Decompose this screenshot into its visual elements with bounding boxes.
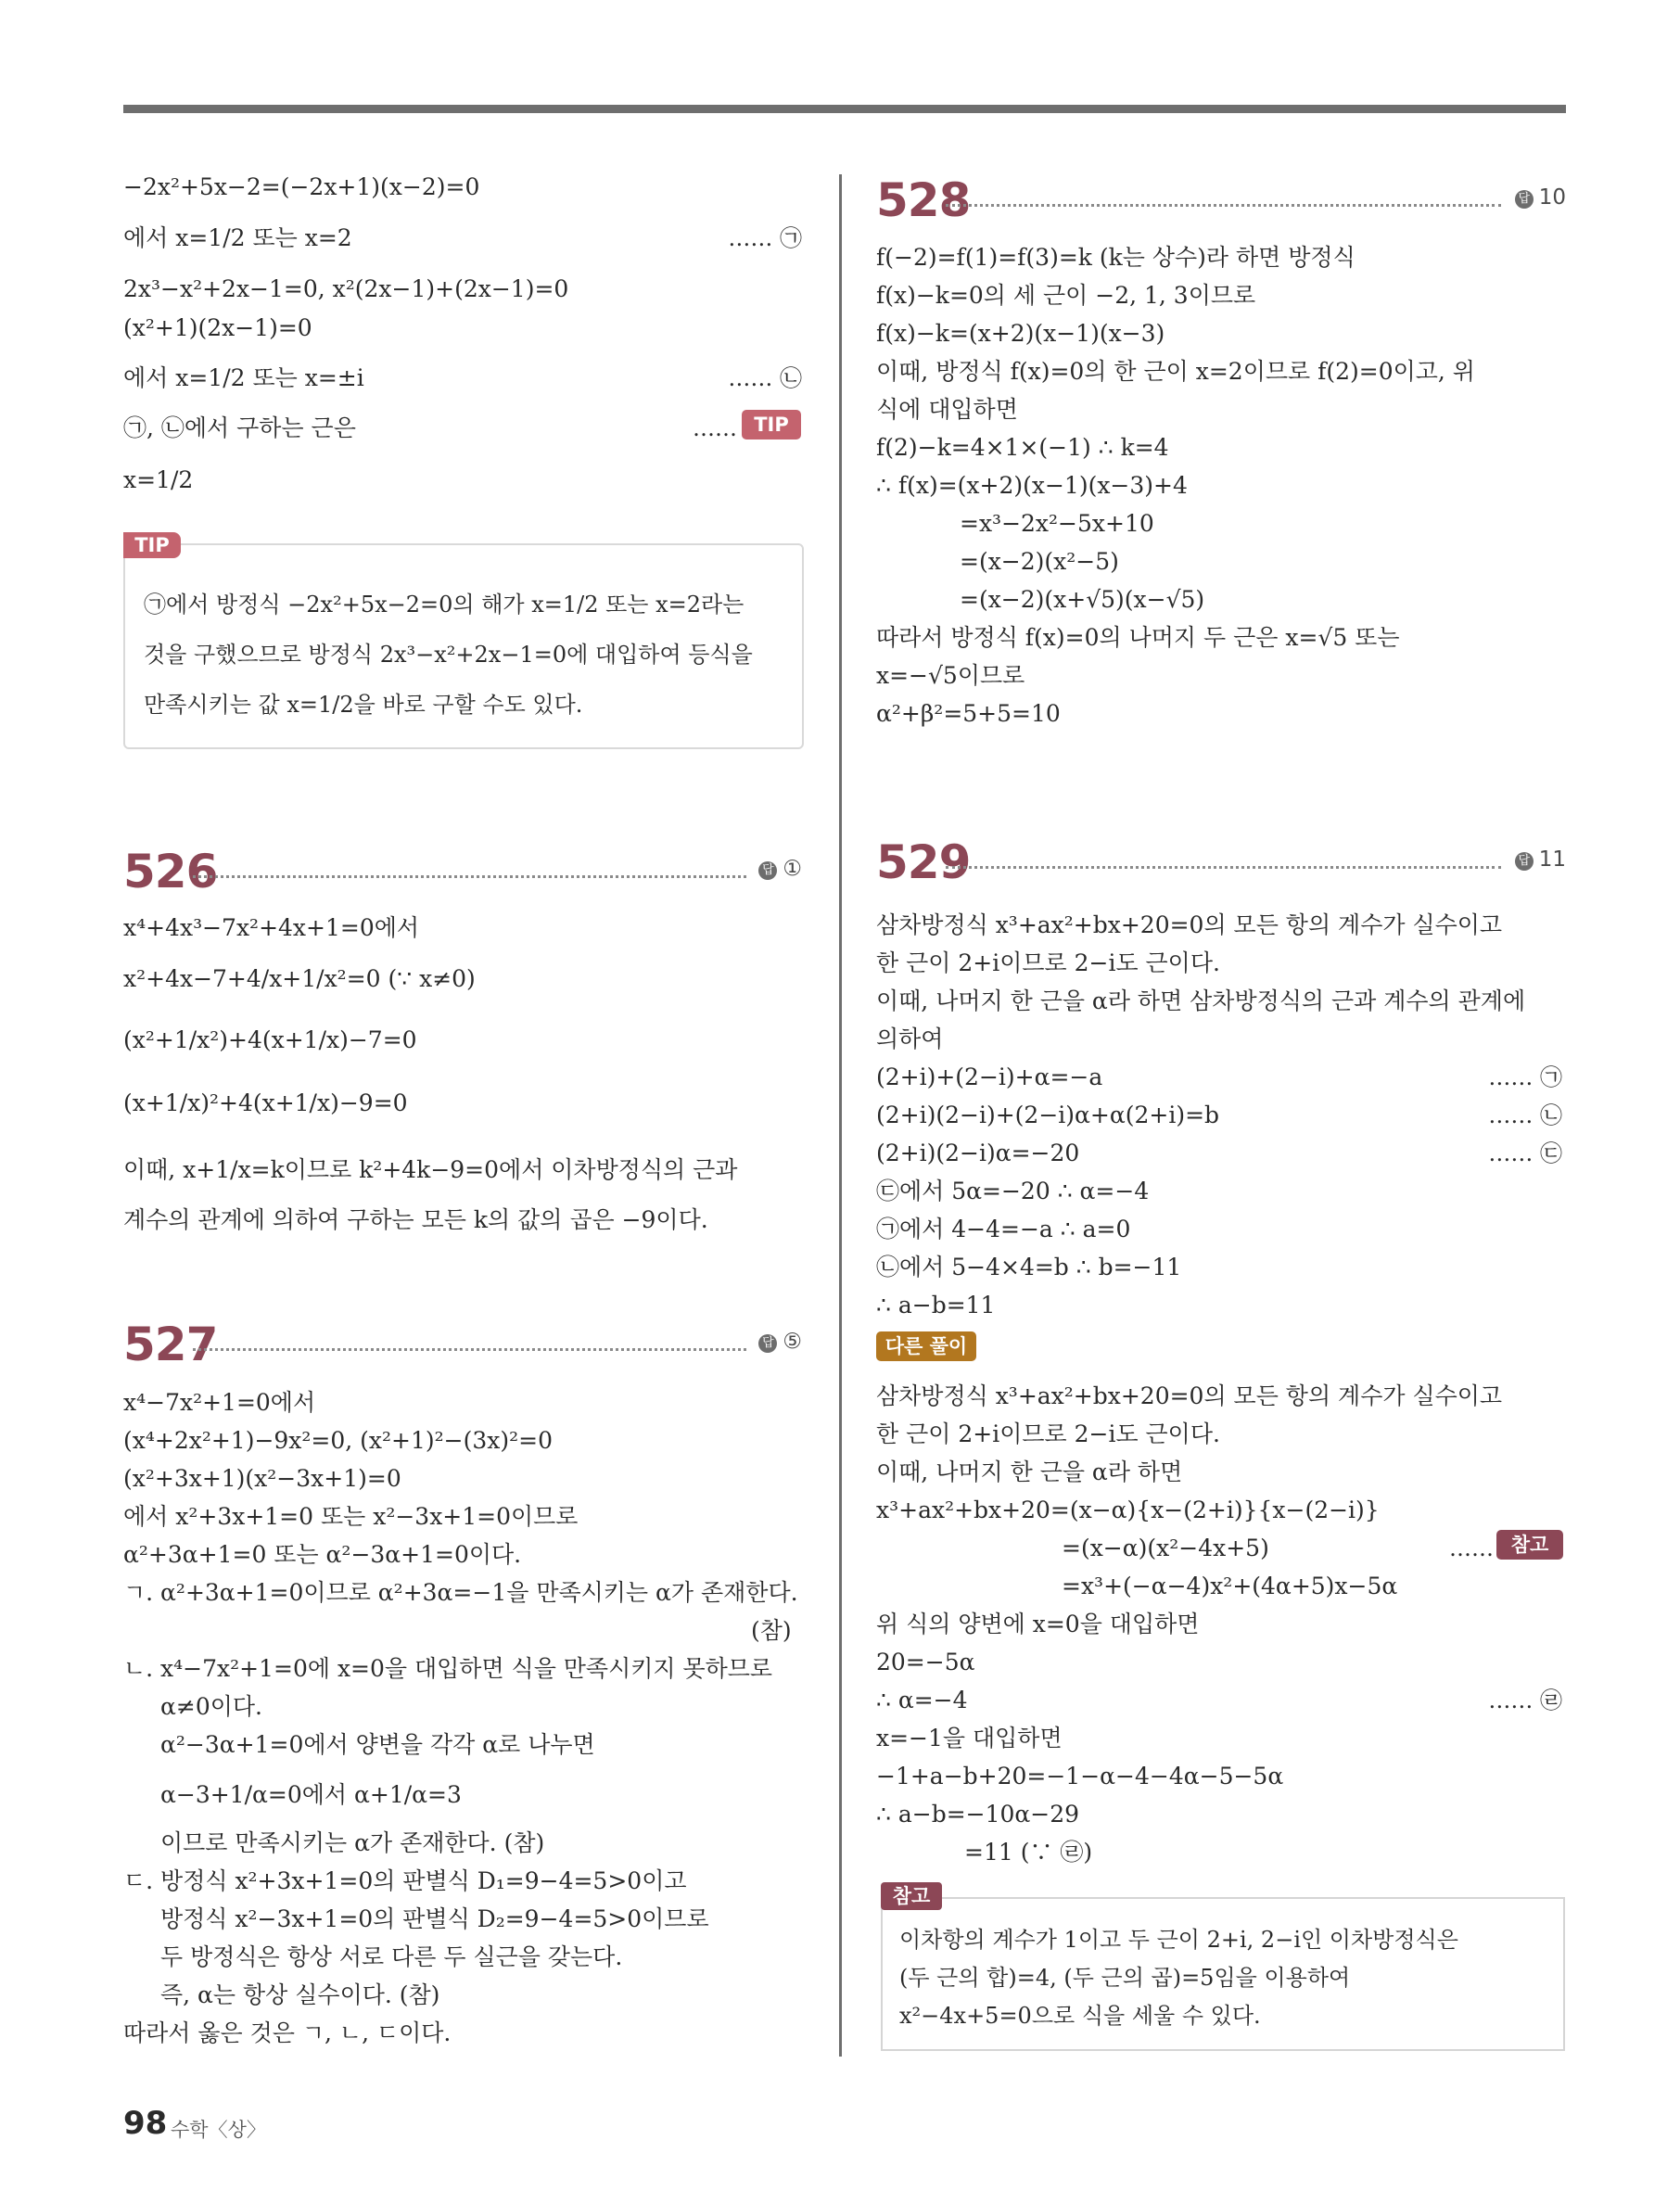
alt-line: x³+ax²+bx+20=(x−α){x−(2+i)}{x−(2−i)}: [876, 1497, 1380, 1523]
intro-line: 에서 x=1/2 또는 x=2: [123, 224, 352, 251]
solution-line: ∴ a−b=11: [876, 1292, 996, 1318]
alt-mark: ……: [1449, 1535, 1494, 1561]
alt-line: 삼차방정식 x³+ax²+bx+20=0의 모든 항의 계수가 실수이고: [876, 1382, 1503, 1409]
equation-mark: …… ㉠: [1488, 1064, 1562, 1090]
solution-line: 삼차방정식 x³+ax²+bx+20=0의 모든 항의 계수가 실수이고: [876, 911, 1503, 938]
intro-line: x=1/2: [123, 466, 194, 493]
problem-header-528: [876, 172, 1566, 228]
solution-line: 이때, 나머지 한 근을 α라 하면 삼차방정식의 근과 계수의 관계에: [876, 987, 1526, 1014]
solution-line: f(2)−k=4×1×(−1) ∴ k=4: [876, 434, 1169, 461]
solution-line: ㉡에서 5−4×4=b ∴ b=−11: [876, 1254, 1182, 1280]
tip-line: ㉠에서 방정식 −2x²+5x−2=0의 해가 x=1/2 또는 x=2라는: [144, 592, 745, 618]
answer-label: [1515, 846, 1566, 873]
problem-header-529: [876, 834, 1566, 890]
solution-line: α²+3α+1=0 또는 α²−3α+1=0이다.: [123, 1541, 522, 1568]
answer-value: 10: [1538, 185, 1566, 210]
alt-line: 한 근이 2+i이므로 2−i도 근이다.: [876, 1420, 1220, 1447]
alt-line: x=−1을 대입하면: [876, 1725, 1063, 1752]
problem-number: 528: [876, 173, 971, 227]
note-line: x²−4x+5=0으로 식을 세울 수 있다.: [899, 2003, 1261, 2029]
intro-line: 2x³−x²+2x−1=0, x²(2x−1)+(2x−1)=0: [123, 275, 569, 302]
alt-line: 20=−5α: [876, 1649, 975, 1675]
alt-mark: …… ㉣: [1488, 1688, 1562, 1713]
tip-label: TIP: [123, 532, 181, 558]
solution-line: (x+1/x)²+4(x+1/x)−9=0: [123, 1089, 408, 1116]
solution-line: 이므로 만족시키는 α가 존재한다. (참): [160, 1829, 545, 1856]
answer-icon: 답: [758, 861, 777, 880]
intro-mark: …… ㉡: [728, 365, 802, 391]
column-divider: [839, 174, 842, 2057]
solution-line: =(x−2)(x+√5)(x−√5): [960, 586, 1205, 613]
top-rule: [123, 105, 1566, 113]
dotted-leader: [193, 875, 746, 878]
solution-line: 이때, 방정식 f(x)=0의 한 근이 x=2이므로 f(2)=0이고, 위: [876, 358, 1475, 385]
intro-line: (x²+1)(2x−1)=0: [123, 314, 312, 341]
answer-icon: 답: [1515, 190, 1534, 209]
solution-line: 의하여: [876, 1025, 944, 1052]
intro-line: −2x²+5x−2=(−2x+1)(x−2)=0: [123, 173, 480, 200]
solution-line: α−3+1/α=0에서 α+1/α=3: [160, 1781, 462, 1808]
answer-label: [758, 855, 802, 883]
solution-line: f(x)−k=0의 세 근이 −2, 1, 3이므로: [876, 282, 1256, 309]
answer-label: [1515, 184, 1566, 211]
solution-line: ㄷ. 방정식 x²+3x+1=0의 판별식 D₁=9−4=5>0이고: [123, 1867, 687, 1894]
solution-line: α²+β²=5+5=10: [876, 700, 1061, 727]
dotted-leader: [193, 1348, 746, 1351]
solution-line: ㄱ. α²+3α+1=0이므로 α²+3α=−1을 만족시키는 α가 존재한다.: [123, 1579, 798, 1606]
solution-line: x²+4x−7+4/x+1/x²=0 (∵ x≠0): [123, 965, 476, 992]
note-line: 이차항의 계수가 1이고 두 근이 2+i, 2−i인 이차방정식은: [899, 1927, 1458, 1953]
answer-value: 11: [1538, 847, 1566, 872]
solution-line: (x²+1/x²)+4(x+1/x)−7=0: [123, 1026, 417, 1053]
intro-line: ㉠, ㉡에서 구하는 근은: [123, 414, 356, 441]
solution-line: f(−2)=f(1)=f(3)=k (k는 상수)라 하면 방정식: [876, 244, 1355, 271]
solution-line: (2+i)+(2−i)+α=−a: [876, 1064, 1103, 1090]
intro-mark: ……: [693, 415, 737, 441]
alt-line: 이때, 나머지 한 근을 α라 하면: [876, 1459, 1183, 1485]
alt-line: =11 (∵ ㉣): [964, 1839, 1093, 1866]
solution-line: α²−3α+1=0에서 양변을 각각 α로 나누면: [160, 1731, 595, 1758]
tip-line: 것을 구했으므로 방정식 2x³−x²+2x−1=0에 대입하여 등식을: [144, 642, 753, 668]
solution-line: =x³−2x²−5x+10: [960, 510, 1154, 537]
answer-value: ⑤: [783, 1330, 802, 1354]
solution-line: (x⁴+2x²+1)−9x²=0, (x²+1)²−(3x)²=0: [123, 1427, 554, 1454]
intro-mark: …… ㉠: [728, 225, 802, 251]
solution-line: 에서 x²+3x+1=0 또는 x²−3x+1=0이므로: [123, 1503, 579, 1530]
problem-header-526: [123, 844, 802, 899]
solution-line: 계수의 관계에 의하여 구하는 모든 k의 값의 곱은 −9이다.: [123, 1206, 708, 1233]
alt-solution-tag: 다른 풀이: [876, 1331, 976, 1361]
solution-line: (x²+3x+1)(x²−3x+1)=0: [123, 1465, 401, 1492]
problem-number: 527: [123, 1318, 218, 1371]
solution-line: ㉠에서 4−4=−a ∴ a=0: [876, 1216, 1131, 1242]
note-ref-tag: 참고: [1496, 1530, 1563, 1560]
answer-icon: 답: [758, 1334, 777, 1353]
solution-line: 두 방정식은 항상 서로 다른 두 실근을 갖는다.: [160, 1943, 623, 1970]
solution-line: =(x−2)(x²−5): [960, 548, 1119, 575]
solution-line: 따라서 옳은 것은 ㄱ, ㄴ, ㄷ이다.: [123, 2019, 452, 2046]
alt-line: ∴ a−b=−10α−29: [876, 1801, 1080, 1828]
alt-line: 위 식의 양변에 x=0을 대입하면: [876, 1611, 1200, 1637]
tip-line: 만족시키는 값 x=1/2을 바로 구할 수도 있다.: [144, 692, 583, 718]
solution-line: 이때, x+1/x=k이므로 k²+4k−9=0에서 이차방정식의 근과: [123, 1156, 738, 1183]
solution-line: α≠0이다.: [160, 1693, 262, 1720]
problem-number: 526: [123, 845, 218, 898]
answer-label: [758, 1328, 802, 1356]
problem-header-527: [123, 1317, 802, 1372]
solution-line: x⁴+4x³−7x²+4x+1=0에서: [123, 914, 420, 941]
dotted-leader: [946, 204, 1501, 207]
answer-value: ①: [783, 857, 802, 881]
solution-line: 방정식 x²−3x+1=0의 판별식 D₂=9−4=5>0이므로: [160, 1905, 709, 1932]
solution-line: f(x)−k=(x+2)(x−1)(x−3): [876, 320, 1165, 347]
intro-line: 에서 x=1/2 또는 x=±i: [123, 364, 364, 391]
alt-line: ∴ α=−4: [876, 1687, 968, 1713]
solution-line: ㉢에서 5α=−20 ∴ α=−4: [876, 1178, 1150, 1204]
answer-icon: 답: [1515, 852, 1534, 871]
tip-tag: TIP: [742, 410, 801, 439]
page-number: 98: [123, 2105, 168, 2142]
solution-line: 식에 대입하면: [876, 396, 1018, 423]
alt-line: =x³+(−α−4)x²+(4α+5)x−5α: [1062, 1573, 1398, 1599]
note-line: (두 근의 합)=4, (두 근의 곱)=5임을 이용하여: [899, 1965, 1351, 1991]
solution-line: ㄴ. x⁴−7x²+1=0에 x=0을 대입하면 식을 만족시키지 못하므로: [123, 1655, 773, 1682]
problem-number: 529: [876, 835, 971, 889]
equation-mark: …… ㉡: [1488, 1102, 1562, 1128]
equation-mark: …… ㉢: [1488, 1140, 1562, 1166]
solution-line: 한 근이 2+i이므로 2−i도 근이다.: [876, 949, 1220, 976]
note-tag: 참고: [881, 1882, 942, 1910]
alt-line: =(x−α)(x²−4x+5): [1062, 1535, 1269, 1561]
subject-label: 수학〈상〉: [171, 2119, 266, 2141]
dotted-leader: [946, 866, 1501, 869]
solution-line: (2+i)(2−i)α=−20: [876, 1140, 1080, 1166]
solution-line: ∴ f(x)=(x+2)(x−1)(x−3)+4: [876, 472, 1188, 499]
alt-line: −1+a−b+20=−1−α−4−4α−5−5α: [876, 1763, 1284, 1790]
solution-line: 따라서 방정식 f(x)=0의 나머지 두 근은 x=√5 또는: [876, 624, 1400, 651]
solution-line: (참): [751, 1617, 792, 1644]
solution-line: x⁴−7x²+1=0에서: [123, 1389, 316, 1416]
solution-line: (2+i)(2−i)+(2−i)α+α(2+i)=b: [876, 1102, 1220, 1128]
solution-line: x=−√5이므로: [876, 662, 1025, 689]
solution-line: 즉, α는 항상 실수이다. (참): [160, 1981, 440, 2008]
